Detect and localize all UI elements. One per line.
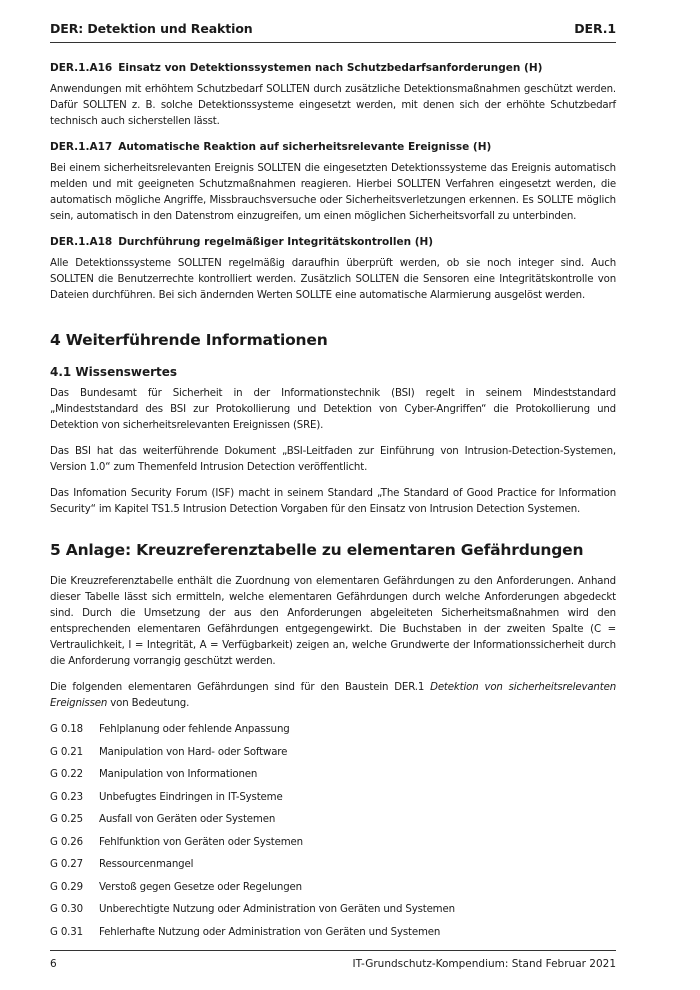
threat-label: Ausfall von Geräten oder Systemen <box>99 814 276 825</box>
requirement-a18 <box>50 235 616 304</box>
requirement-title: Durchführung regelmäßiger Integritätskontrollen (H) <box>118 236 434 248</box>
threat-id: G 0.30 <box>50 904 83 915</box>
page-content <box>50 61 616 947</box>
running-footer <box>50 958 616 970</box>
requirement-title: Einsatz von Detektionssystemen nach Schutzbedarfsanforderungen (H) <box>118 62 543 74</box>
requirement-text: Alle Detektionssysteme SOLLTEN regelmäßig daraufhin überprüft werden, ob sie noch integer sind. Auch SOLLTEN die Benutzerrechte kontrolliert werden. Zusätzlich SOLLTEN die Sensoren eine Integritätskontrolle von Dateien durchführen. Bei sich ändernden Werten SOLLTE eine automatische Alarmierung ausgelöst werden. <box>50 258 616 301</box>
requirement-id: DER.1.A16 <box>50 62 113 74</box>
threat-label: Unbefugtes Eindringen in IT-Systeme <box>99 791 283 803</box>
running-header <box>50 21 616 36</box>
header-divider <box>50 42 616 43</box>
list-item <box>50 790 616 813</box>
section-4-heading: 4 Weiterführende Informationen <box>50 331 328 349</box>
page-number: 6 <box>50 958 57 970</box>
list-item <box>50 857 616 880</box>
threat-label: Fehlerhafte Nutzung oder Administration von Geräten und Systemen <box>99 926 441 938</box>
threat-id: G 0.22 <box>50 769 83 780</box>
threats-intro-text: Die folgenden elementaren Gefährdungen sind für den Baustein DER.1 <box>50 682 431 693</box>
requirement-heading <box>50 61 616 76</box>
list-item <box>50 835 616 858</box>
header-code: DER.1 <box>574 21 616 36</box>
info-paragraph-isf: Das Infomation Security Forum (ISF) macht in seinem Standard „The Standard of Good Practice for Information Security“ im Kapitel TS1.5 Intrusion Detection Vorgaben für den Einsatz von Intrusion Detection Systemen. <box>50 488 616 515</box>
threat-id: G 0.25 <box>50 814 83 825</box>
threat-id: G 0.21 <box>50 746 83 758</box>
list-item <box>50 925 616 948</box>
module-title-italic: Detektion von sicherheitsrelevanten Ereignissen <box>50 682 616 709</box>
threat-label: Verstoß gegen Gesetze oder Regelungen <box>99 881 302 893</box>
threat-id: G 0.23 <box>50 791 83 803</box>
info-paragraph-bsi-leitfaden: Das BSI hat das weiterführende Dokument „BSI-Leitfaden zur Einführung von Intrusion-Detection-Systemen, Version 1.0“ zum Themenfeld Intrusion Detection veröffentlicht. <box>50 446 616 473</box>
threat-label: Fehlplanung oder fehlende Anpassung <box>99 724 290 735</box>
list-item <box>50 812 616 835</box>
footer-divider <box>50 950 616 951</box>
threat-id: G 0.18 <box>50 724 83 735</box>
requirement-title: Automatische Reaktion auf sicherheitsrelevante Ereignisse (H) <box>118 141 492 153</box>
threat-id: G 0.27 <box>50 859 83 870</box>
requirement-heading <box>50 140 616 155</box>
threat-label: Unberechtigte Nutzung oder Administration von Geräten und Systemen <box>99 904 455 915</box>
requirement-a17 <box>50 140 616 225</box>
threat-id: G 0.26 <box>50 836 83 848</box>
threats-intro-end: von Bedeutung. <box>107 698 190 709</box>
list-item <box>50 722 616 745</box>
info-paragraph-bsi-standard: Das Bundesamt für Sicherheit in der Informationstechnik (BSI) regelt in seinem Mindeststandard „Mindeststandard des BSI zur Protokollierung und Detektion von Cyber-Angriffen“ die Protokollierung und Detektion von sicherheitsrelevanten Ereignissen (SRE). <box>50 388 616 431</box>
section-4-1-heading: 4.1 Wissenswertes <box>50 365 178 379</box>
list-item <box>50 767 616 790</box>
section-5-heading: 5 Anlage: Kreuzreferenztabelle zu elementaren Gefährdungen <box>50 541 584 559</box>
list-item <box>50 880 616 903</box>
threat-label: Fehlfunktion von Geräten oder Systemen <box>99 836 303 848</box>
list-item <box>50 745 616 768</box>
requirement-a16 <box>50 61 616 130</box>
threat-label: Manipulation von Hard- oder Software <box>99 746 288 758</box>
threat-id: G 0.31 <box>50 926 83 938</box>
requirement-heading <box>50 235 616 250</box>
threat-label: Ressourcenmangel <box>99 859 194 870</box>
threat-list <box>50 722 616 947</box>
requirement-text: Bei einem sicherheitsrelevanten Ereignis SOLLTEN die eingesetzten Detektionssysteme das Ereignis automatisch melden und mit geeigneten Schutzmaßnahmen reagieren. Hierbei SOLLTEN Verfahren eingesetzt werden, die automatisch mögliche Angriffe, Missbrauchsversuche oder Sicherheitsverletzungen erkennen. Es SOLLTE möglich sein, automatisch in den Datenstrom einzugreifen, um einen möglichen Sicherheitsvorfall zu unterbinden. <box>50 163 616 222</box>
threats-intro <box>50 680 616 712</box>
threat-id: G 0.29 <box>50 881 83 893</box>
footer-source: IT-Grundschutz-Kompendium: Stand Februar 2021 <box>352 958 616 970</box>
requirement-id: DER.1.A17 <box>50 141 113 153</box>
requirement-id: DER.1.A18 <box>50 236 113 248</box>
list-item <box>50 902 616 925</box>
requirement-text: Anwendungen mit erhöhtem Schutzbedarf SOLLTEN durch zusätzliche Detektionsmaßnahmen geschützt werden. Dafür SOLLTEN z. B. solche Detektionssysteme eingesetzt werden, mit denen sich der erhöhte Schutzbedarf technisch auch sicherstellen lässt. <box>50 84 616 127</box>
threat-label: Manipulation von Informationen <box>99 769 258 780</box>
cross-reference-intro: Die Kreuzreferenztabelle enthält die Zuordnung von elementaren Gefährdungen zu den Anforderungen. Anhand dieser Tabelle lässt sich ermitteln, welche elementaren Gefährdungen durch welche Anforderungen abgedeckt sind. Durch die Umsetzung der aus den Anforderungen abgeleiteten Sicherheitsmaßnahmen wird den entsprechenden elementaren Gefährdungen entgegengewirkt. Die Buchstaben in der zweiten Spalte (C = Vertraulichkeit, I = Integrität, A = Verfügbarkeit) zeigen an, welche Grundwerte der Informationssicherheit durch die Anforderung vorrangig geschützt werden. <box>50 576 616 667</box>
header-title: DER: Detektion und Reaktion <box>50 21 253 36</box>
